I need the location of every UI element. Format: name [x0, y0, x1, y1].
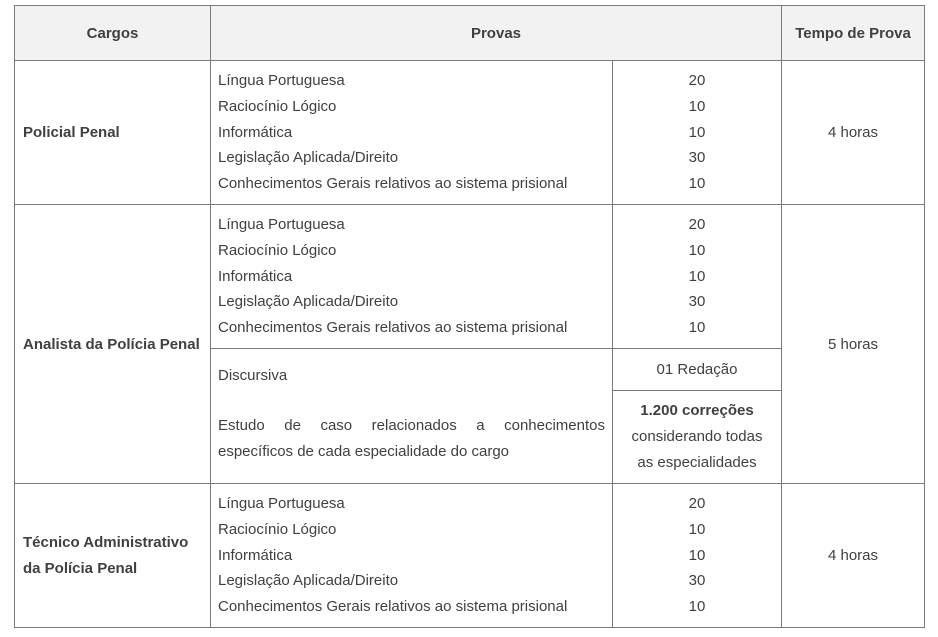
- subject-qty: 20: [688, 495, 706, 512]
- subject-name: Legislação Aplicada/Direito: [218, 293, 399, 311]
- correcoes-count: 1.200 correções: [640, 402, 754, 420]
- subject-name: Legislação Aplicada/Direito: [218, 149, 399, 167]
- subject-qty: 30: [688, 149, 706, 167]
- table-row: [15, 205, 925, 349]
- cargo-cell: Analista da Polícia Penal: [15, 205, 211, 484]
- subject-qty: 30: [688, 572, 706, 590]
- subject-name: Língua Portuguesa: [218, 72, 345, 89]
- subject-qty: 10: [688, 598, 706, 616]
- subjects-cell: [211, 484, 613, 628]
- quantities-cell: [613, 484, 782, 628]
- subject-qty: 10: [688, 520, 706, 538]
- discursiva-description: Estudo de caso relacionados a conhecimentos: [218, 416, 605, 434]
- subject-qty: 10: [688, 546, 706, 564]
- subject-qty: 10: [688, 97, 706, 115]
- exam-table: [14, 5, 925, 628]
- discursiva-description: específicos de cada especialidade do cargo: [218, 442, 510, 460]
- header-row: [15, 6, 925, 61]
- subject-name: Raciocínio Lógico: [218, 520, 337, 538]
- subject-name: Raciocínio Lógico: [218, 241, 337, 259]
- subjects-cell: [211, 205, 613, 349]
- subject-name: Raciocínio Lógico: [218, 97, 337, 115]
- subject-qty: 10: [688, 267, 706, 285]
- subject-qty: 10: [688, 241, 706, 259]
- table-row: [15, 61, 925, 205]
- subject-qty: 30: [688, 293, 706, 311]
- subject-qty: 10: [688, 175, 706, 193]
- correcoes-cell: [613, 391, 782, 484]
- header-provas: Provas: [211, 6, 782, 61]
- header-tempo: Tempo de Prova: [782, 6, 925, 61]
- discursiva-cell: [211, 349, 613, 484]
- cargo-cell: [15, 484, 211, 628]
- subject-name: Informática: [218, 267, 293, 285]
- subject-qty: 10: [688, 319, 706, 337]
- subject-name: Língua Portuguesa: [218, 495, 345, 512]
- subject-qty: 20: [688, 72, 706, 89]
- subject-name: Língua Portuguesa: [218, 216, 345, 233]
- discursiva-label: Discursiva: [218, 367, 288, 384]
- tempo-cell: 5 horas: [782, 205, 925, 484]
- subject-qty: 20: [688, 216, 706, 233]
- header-cargos: Cargos: [15, 6, 211, 61]
- tempo-cell: 4 horas: [782, 61, 925, 205]
- quantities-cell: [613, 205, 782, 349]
- cargo-cell: Policial Penal: [15, 61, 211, 205]
- table-row: [15, 484, 925, 628]
- subjects-cell: [211, 61, 613, 205]
- correcoes-note: as especialidades: [637, 453, 757, 471]
- subject-name: Legislação Aplicada/Direito: [218, 572, 399, 590]
- subject-name: Informática: [218, 123, 293, 141]
- subject-name: Conhecimentos Gerais relativos ao sistema prisional: [218, 175, 568, 193]
- subject-name: Conhecimentos Gerais relativos ao sistema prisional: [218, 598, 568, 616]
- subject-name: Informática: [218, 546, 293, 564]
- cargo-line: Técnico Administrativo: [23, 533, 189, 551]
- subject-name: Conhecimentos Gerais relativos ao sistema prisional: [218, 319, 568, 337]
- tempo-cell: 4 horas: [782, 484, 925, 628]
- correcoes-note: considerando todas: [631, 428, 763, 446]
- quantities-cell: [613, 61, 782, 205]
- subject-qty: 10: [688, 123, 706, 141]
- cargo-line: da Polícia Penal: [23, 559, 138, 577]
- redacao-cell: 01 Redação: [613, 349, 782, 391]
